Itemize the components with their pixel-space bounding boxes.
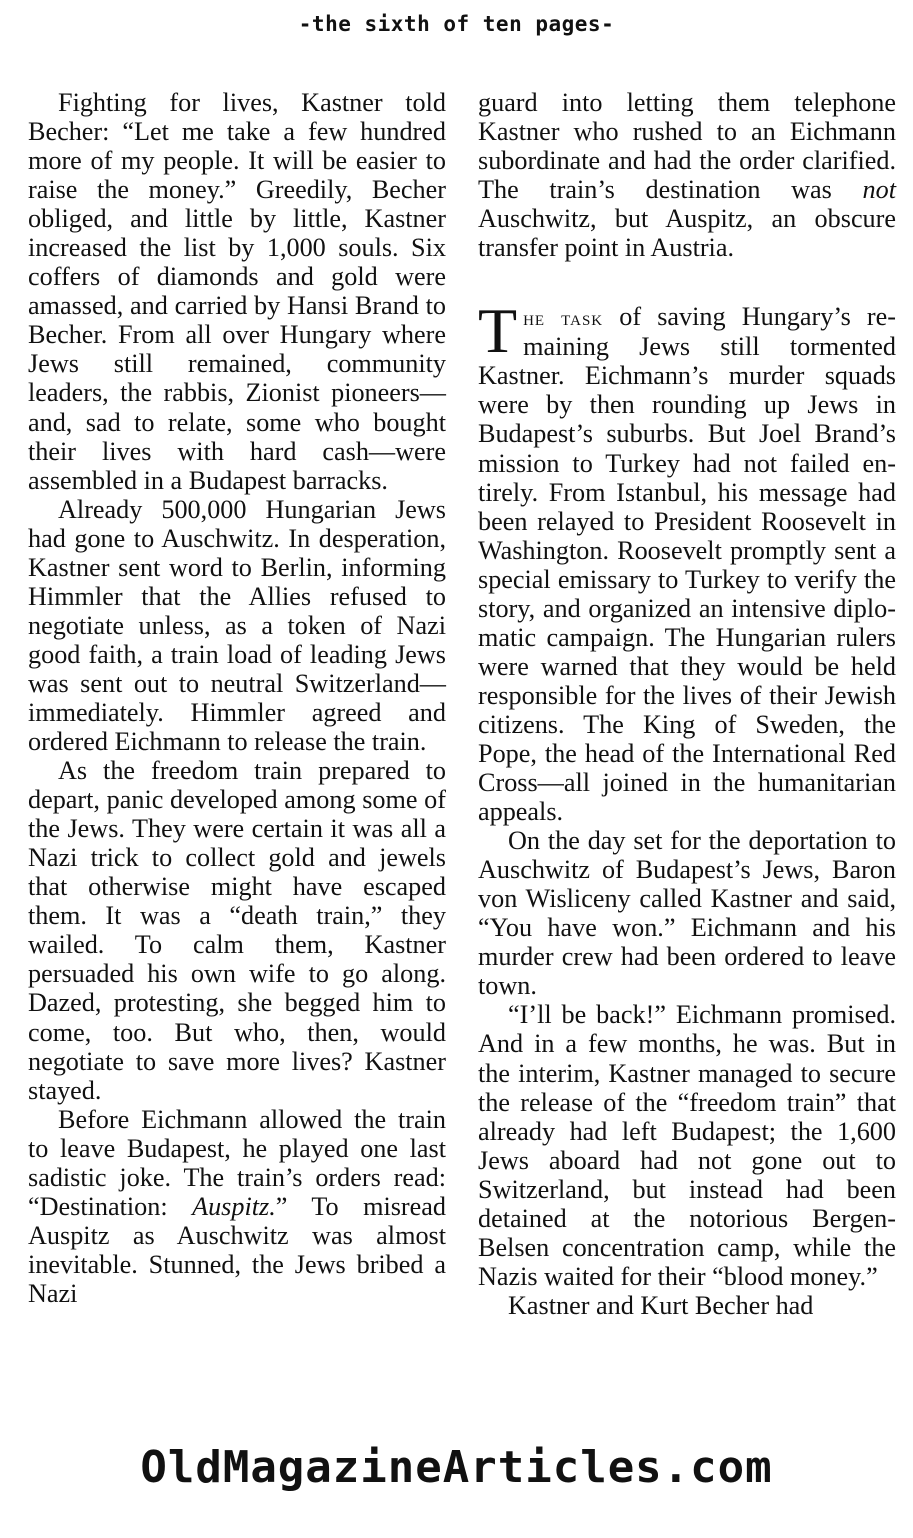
right-column	[478, 88, 896, 1320]
section-break	[478, 262, 896, 302]
paragraph-text: Before Eichmann allowed the train to leave Budapest, he played one last sadistic joke. The train’s orders read: “Destination:	[28, 1104, 446, 1221]
italic-text: not	[862, 175, 896, 205]
paragraph: Fighting for lives, Kastner told Becher: “Let me take a few hundred more of my people. It will be easier to raise the money.” Greedily, Becher obliged, and little by little, Kastner increased the list by 1,000 souls. Six coffers of diamonds and gold were amassed, and carried by Hansi Brand to Becher. From all over Hungary where Jews still remained, community leaders, the rabbis, Zionist pioneers—and, sad to relate, some who bought their lives with hard cash—were assembled in a Budapest barracks.	[28, 88, 446, 495]
italic-text: Auspitz.	[192, 1191, 276, 1221]
paragraph-text: ” To misread Auspitz as Auschwitz was almost inevitable. Stunned, the Jews bribed a Nazi	[28, 1191, 446, 1308]
paragraph-text: Auschwitz, but Auspitz, an obscure transfer point in Austria.	[478, 204, 896, 263]
paragraph	[478, 295, 896, 827]
paragraph: Kastner and Kurt Becher had	[508, 1290, 814, 1320]
paragraph	[28, 1105, 446, 1308]
paragraph-text: of saving Hungary’s remaining Jews still tormented Kastner. Eichmann’s murder squads were by then rounding up Jews in Budapest’s suburbs. But Joel Brand’s mission to Turkey had not failed entirely. From Istanbul, his message had been relayed to President Roosevelt in Washington. Roosevelt promptly sent a special emissary to Turkey to verify the story, and organized an intensive diplomatic campaign. The Hungarian rulers were warned that they would be held responsible for the lives of their Jewish citizens. The King of Sweden, the Pope, the head of the International Red Cross—all joined in the humanitarian appeals.	[478, 302, 896, 827]
site-watermark: OldMagazineArticles.com	[140, 1442, 773, 1493]
left-column	[28, 88, 446, 1308]
paragraph-text: guard into letting them telephone Kastner who rushed to an Eichmann subordinate and had the order clarified. The train’s destination was	[478, 88, 896, 205]
page-header: -the sixth of ten pages-	[298, 12, 615, 36]
drop-cap: T	[478, 295, 518, 367]
paragraph: “I’ll be back!” Eichmann promised. And in a few months, he was. But in the interim, Kastner managed to secure the release of the “freedom train” that already had left Budapest; the 1,600 Jews aboard had not gone out to Switzerland, but instead had been detained at the notorious Bergen-Belsen concentration camp, while the Nazis waited for their “blood money.”	[478, 1000, 896, 1291]
paragraph	[478, 88, 896, 262]
paragraph: Already 500,000 Hungarian Jews had gone to Auschwitz. In desperation, Kastner sent word to Berlin, informing Himmler that the Allies refused to negotiate unless, as a token of Nazi good faith, a train load of leading Jews was sent out to neutral Switzerland—immediately. Himmler agreed and ordered Eichmann to release the train.	[28, 494, 446, 757]
small-caps-lead: he task	[523, 305, 604, 331]
paragraph: On the day set for the deportation to Auschwitz of Budapest’s Jews, Baron von Wisliceny called Kastner and said, “You have won.” Eichmann and his murder crew had been ordered to leave town.	[478, 826, 896, 1001]
paragraph: As the freedom train prepared to depart, panic developed among some of the Jews. They were certain it was all a Nazi trick to collect gold and jewels that otherwise might have escaped them. It was a “death train,” they wailed. To calm them, Kastner persuaded his own wife to go along. Dazed, protesting, she begged him to come, too. But who, then, would negotiate to save more lives? Kastner stayed.	[28, 756, 446, 1105]
